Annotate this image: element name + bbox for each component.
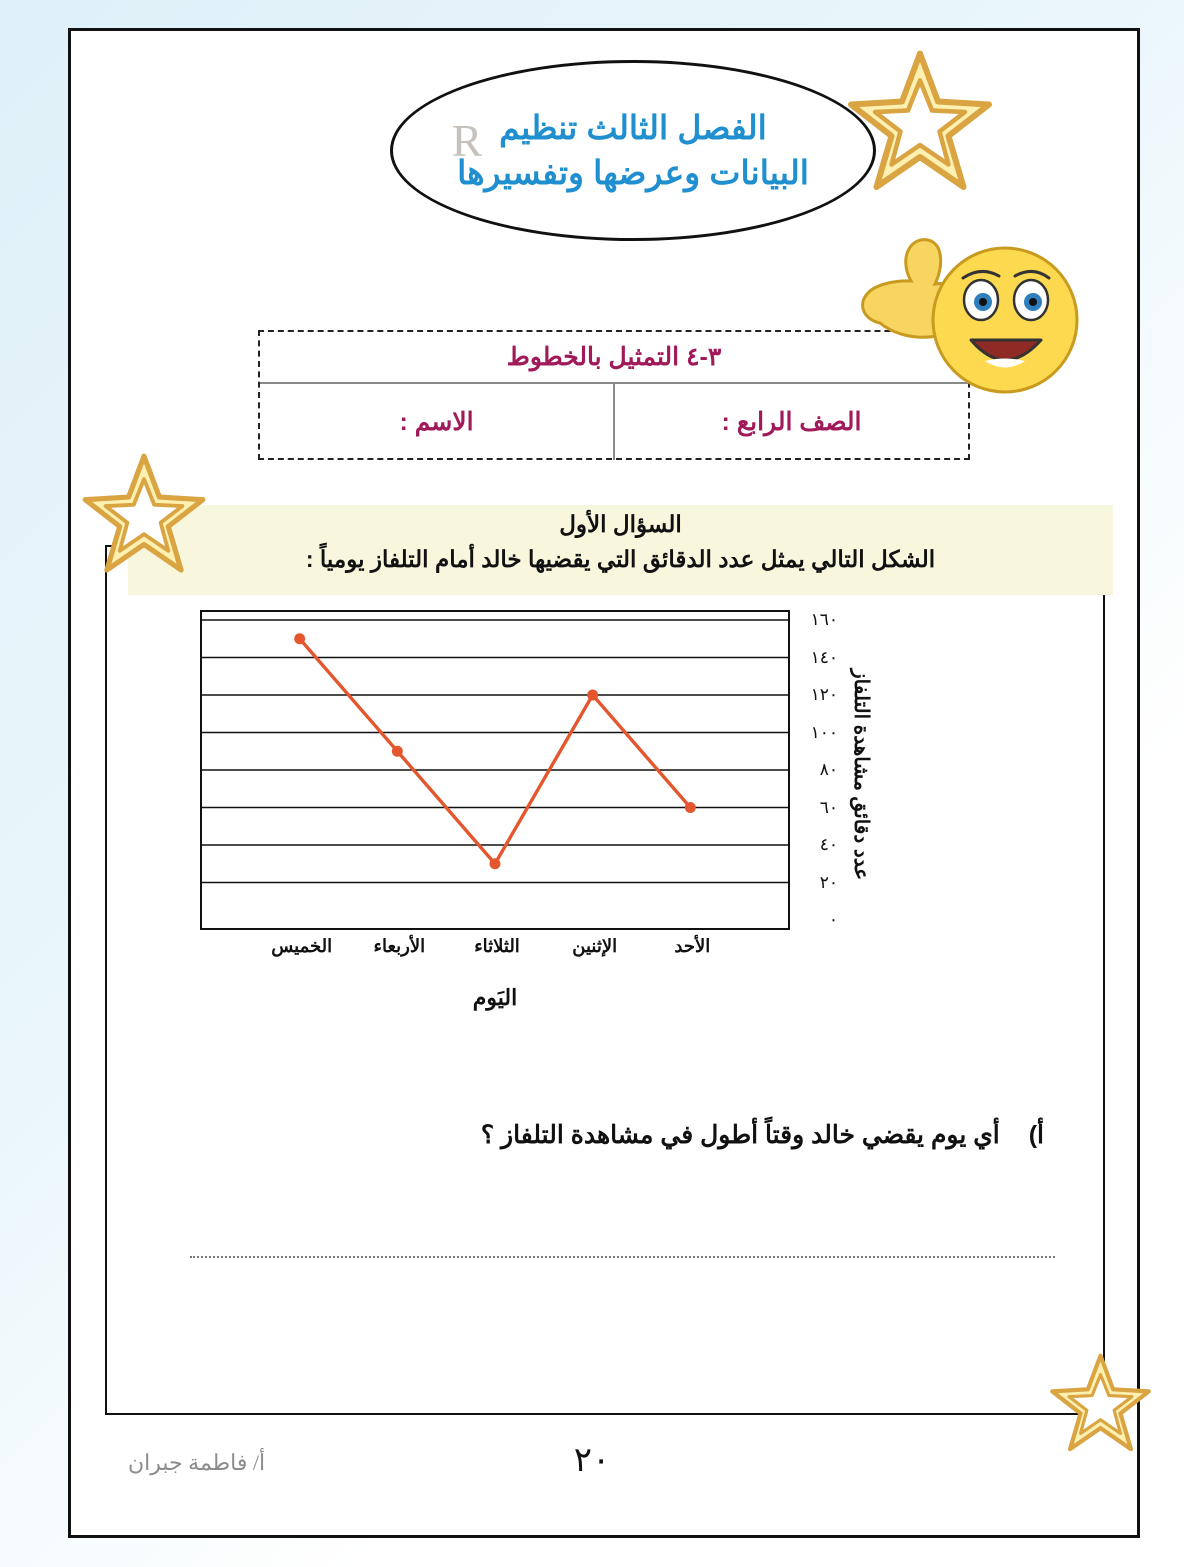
- grade-label: الصف الرابع :: [721, 408, 862, 436]
- chart-y-axis-label: عدد دقائق مشاهدة التلفاز: [850, 669, 872, 881]
- chart-x-tick-label: الأحد: [674, 936, 711, 956]
- question-title: السؤال الأول: [559, 511, 682, 537]
- chart-y-tick-label: ٢٠: [819, 872, 838, 892]
- chart-y-tick-label: ١٠٠: [810, 722, 838, 742]
- star-decoration-left: [80, 450, 208, 580]
- part-a-text: أي يوم يقضي خالد وقتاً أطول في مشاهدة التلفاز ؟: [480, 1121, 1000, 1149]
- name-field[interactable]: [260, 384, 613, 460]
- chart-y-tick-label: ١٢٠: [810, 685, 838, 704]
- chart-x-tick-label: الأربعاء: [373, 936, 426, 956]
- author-credit: أ/ فاطمة جبران: [128, 1450, 266, 1475]
- answer-line[interactable]: [190, 1256, 1055, 1258]
- line-chart: [150, 610, 890, 1040]
- chart-y-ticks: [792, 610, 838, 930]
- star-decoration-top-right: [845, 40, 995, 205]
- chart-y-tick-label: ٠: [828, 910, 838, 929]
- chart-y-tick-label: ١٦٠: [810, 610, 838, 629]
- chart-x-axis-label: اليَوم: [472, 985, 518, 1010]
- chart-x-tick-label: الثلاثاء: [474, 936, 520, 956]
- chart-x-tick-label: الإثنين: [572, 936, 618, 956]
- question-part-a: [224, 1120, 1044, 1150]
- school-logo-icon: [421, 101, 513, 179]
- chapter-title-oval: [390, 60, 876, 241]
- chapter-title-line1: الفصل الثالث تنظيم: [499, 108, 767, 146]
- question-banner: [128, 505, 1113, 595]
- chart-y-tick-label: ٨٠: [819, 760, 838, 779]
- chart-y-tick-label: ٤٠: [819, 835, 838, 854]
- chart-x-ticks: [200, 936, 790, 966]
- name-label: الاسم :: [399, 408, 474, 436]
- logo-glyph: R: [451, 114, 483, 166]
- chart-x-tick-label: الخميس: [271, 936, 333, 956]
- chart-y-tick-label: ١٤٠: [810, 647, 838, 667]
- chart-plot-area: [200, 610, 790, 930]
- smiley-thumbs-up-icon: [845, 228, 1095, 398]
- chapter-title-line2: البيانات وعرضها وتفسيرها: [457, 153, 809, 191]
- chart-y-tick-label: ٦٠: [819, 797, 838, 817]
- star-decoration-bottom-right: [1048, 1350, 1153, 1458]
- page-number: ٢٠: [573, 1442, 611, 1479]
- lesson-title: ٣-٤ التمثيل بالخطوط: [506, 343, 722, 371]
- question-subtitle: الشكل التالي يمثل عدد الدقائق التي يقضيها خالد أمام التلفاز يومياً :: [305, 546, 936, 572]
- chart-svg: [202, 612, 788, 928]
- part-a-marker: أ): [1028, 1121, 1044, 1149]
